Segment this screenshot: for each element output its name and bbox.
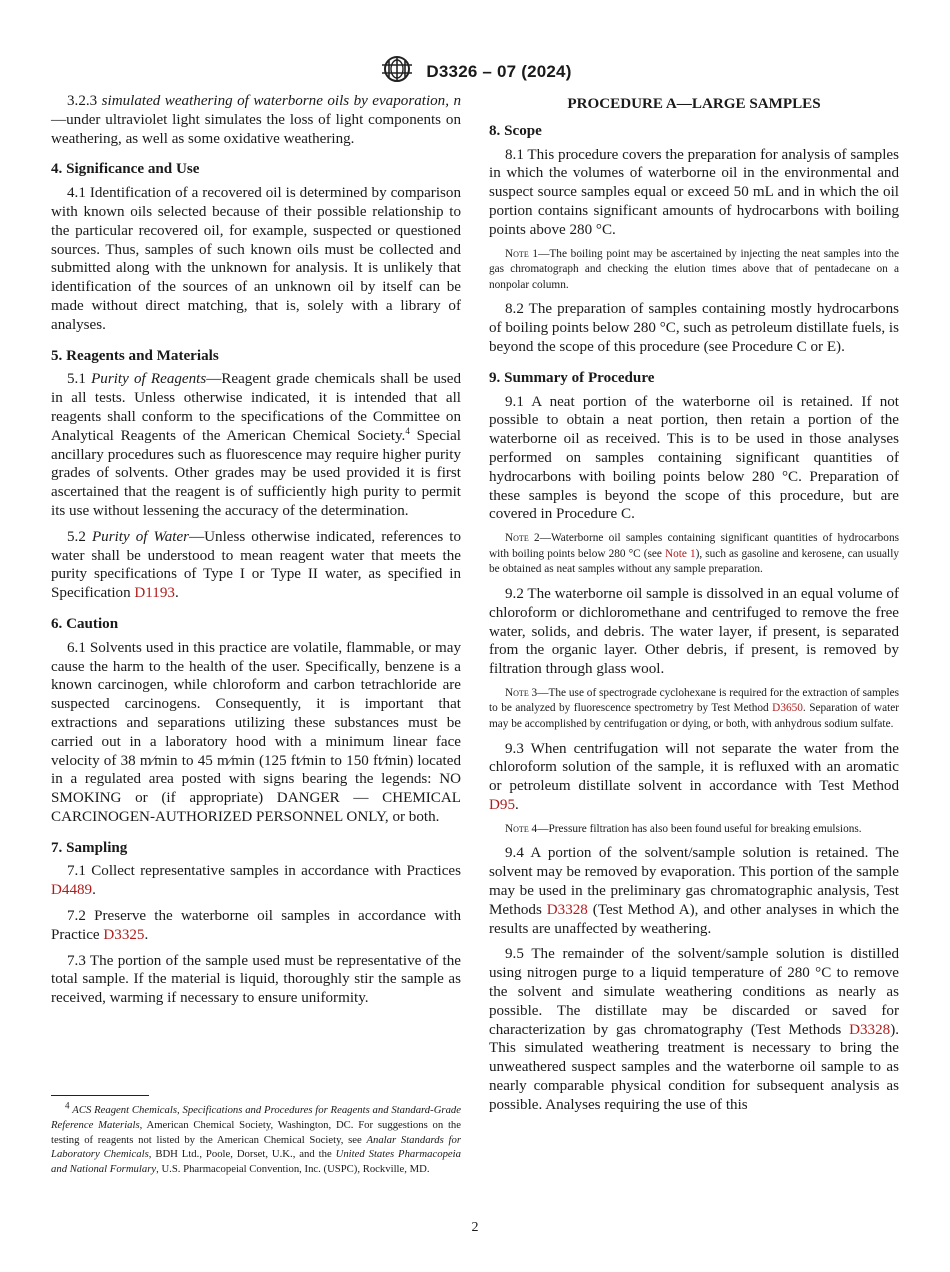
right-column bbox=[489, 92, 899, 1122]
section-heading-7: 7. Sampling bbox=[51, 839, 128, 856]
section-heading-6: 6. Caution bbox=[51, 615, 119, 632]
ref-link-d3328[interactable]: D3328 bbox=[546, 901, 588, 918]
paragraph-3-2-3: 3.2.3 simulated weathering of waterborne oils by evaporation, n—under ultraviolet light simulates the loss of light components on weathering, as well as some oxidative weathering. bbox=[51, 93, 461, 147]
paragraph-7-2: 7.2 Preserve the waterborne oil samples in accordance with Practice D3325. bbox=[51, 908, 461, 943]
section-heading-8: 8. Scope bbox=[489, 122, 542, 139]
paragraph-8-2: 8.2 The preparation of samples containing mostly hydrocarbons of boiling points below 280 °C, such as petroleum distillate fuels, is beyond the scope of this procedure (see Procedure C or E). bbox=[489, 301, 899, 355]
paragraph-9-1: 9.1 A neat portion of the waterborne oil is retained. If not possible to obtain a neat portion, then retain a portion of the waterborne oil as received. This is to be used in those analyses performed on samples containing significant quantities of hydrocarbons with boiling points below 280 °C. Preparation of these samples is beyond the scope of this procedure, but are covered in Procedure C. bbox=[489, 393, 899, 523]
paragraph-9-5: 9.5 The remainder of the solvent/sample solution is distilled using nitrogen purge to a liquid temperature of 280 °C to remove the solvent and simulate weathering conditions as nearly as possible. The distillate may be discarded or saved for characterization by gas chromatography (Test Methods D3328). This simulated weathering treatment is necessary to bring the unweathered suspect samples and the waterborne oil sample to as nearly comparable physical condition for subsequent analysis as possible. Analyses requiring the use of this bbox=[489, 946, 899, 1113]
section-heading-4: 4. Significance and Use bbox=[51, 161, 200, 178]
note-2: Note 2—Waterborne oil samples containing significant quantities of hydrocarbons with boiling points below 280 °C (see Note 1), such as gasoline and kerosene, can usually be obtained as neat samples without any sample preparation. bbox=[489, 532, 899, 576]
ref-link-d4489[interactable]: D4489 bbox=[51, 882, 93, 899]
document-designation: D3326 – 07 (2024) bbox=[426, 61, 572, 81]
footnote-marker[interactable]: 4 bbox=[405, 425, 410, 436]
ref-link-d3650[interactable]: D3650 bbox=[772, 702, 803, 715]
paragraph-6-1: 6.1 Solvents used in this practice are volatile, flammable, or may cause the harm to the health of the user. Specifically, benzene is a known carcinogen, while chloroform and carbon tetrachloride are suspected carcinogens. Consequently, it is important that extractions and separations utilizing these substances must be carried out in a laboratory hood with a minimum linear face velocity of 38 m⁄min to 45 m⁄min (125 ft⁄min to 150 ft⁄min) located in a regulated area posted with signs bearing the legends: NO SMOKING or (if appropriate) DANGER — CHEMICAL CARCINOGEN-AUTHORIZED PERSONNEL ONLY, or both. bbox=[51, 639, 461, 825]
paragraph-7-1: 7.1 Collect representative samples in accordance with Practices D4489. bbox=[51, 863, 461, 899]
paragraph-5-1: 5.1 Purity of Reagents—Reagent grade chemicals shall be used in all tests. Unless otherwise indicated, it is intended that all reagents shall conform to the specifications of the Committee on Analytical Reagents of the American Chemical Society.$^4$ Special ancillary procedures such as fluorescence may require higher purity grades of solvents. Other grades may be used provided it is first ascertained that the reagent is of sufficiently high purity to permit its use without lessening the accuracy of the determination. bbox=[51, 371, 461, 519]
ref-link-note-1[interactable]: Note 1 bbox=[664, 547, 696, 560]
section-heading-9: 9. Summary of Procedure bbox=[489, 369, 655, 386]
section-heading-5: 5. Reagents and Materials bbox=[51, 347, 219, 364]
note-3: Note 3—The use of spectrograde cyclohexane is required for the extraction of samples to be analyzed by fluorescence spectrometry by Test Method D3650. Separation of water may be accomplished by centrifugation or dying, or both, with anhydrous sodium sulfate. bbox=[489, 686, 900, 731]
ref-link-d3325[interactable]: D3325 bbox=[103, 926, 145, 943]
paragraph-9-3: 9.3 When centrifugation will not separate the water from the chloroform solution of the sample, it is refluxed with an aromatic or petroleum distillate solvent in accordance with Test Method D95. bbox=[489, 740, 899, 814]
footnote-divider bbox=[51, 1095, 149, 1096]
paragraph-9-4: 9.4 A portion of the solvent/sample solution is retained. The solvent may be removed by evaporation. This portion of the sample may be used in the preliminary gas chromatographic analysis, Test Methods D3328 (Test Method A), and other analyses in which the results are unaffected by weathering. bbox=[489, 845, 899, 937]
paragraph-8-1: 8.1 This procedure covers the preparation for analysis of samples in which the volumes of waterborne oil in the environmental and suspect source samples equal or exceed 50 mL and in which the oil portion contains significant amounts of hydrocarbons with boiling points above 280 °C. bbox=[489, 146, 899, 238]
astm-logo-icon bbox=[378, 56, 416, 87]
paragraph-9-2: 9.2 The waterborne oil sample is dissolved in an equal volume of chloroform or dichloromethane and centrifuged to remove the free water, solids, and debris. The water layer, if present, is separated from the organic layer. Other debris, if present, is removed by filtration through glass wool. bbox=[489, 585, 899, 678]
ref-link-d95[interactable]: D95 bbox=[489, 797, 515, 814]
paragraph-7-3: 7.3 The portion of the sample used must be representative of the total sample. If the material is liquid, thoroughly stir the sample as received, warming if necessary to ensure uniformity. bbox=[51, 952, 461, 1007]
procedure-title: PROCEDURE A—LARGE SAMPLES bbox=[567, 96, 821, 112]
note-4: Note 4—Pressure filtration has also been found useful for breaking emulsions. bbox=[505, 822, 862, 835]
ref-link-d3328-2[interactable]: D3328 bbox=[849, 1021, 891, 1038]
left-column bbox=[51, 92, 461, 1015]
ref-link-d1193[interactable]: D1193 bbox=[134, 585, 175, 602]
footnote-4: $^4$ ACS Reagent Chemicals, Specifications and Procedures for Reagents and Standard-Grade Reference Materials, American Chemical Society, Washington, DC. For suggestions on the testing of reagents not listed by the American Chemical Society, see Analar Standards for Laboratory Chemicals, BDH Ltd., Poole, Dorset, U.K., and the United States Pharmacopeia and National Formulary, U.S. Pharmacopeial Convention, Inc. (USPC), Rockville, MD. bbox=[51, 1100, 462, 1176]
note-1: Note 1—The boiling point may be ascertained by injecting the neat samples into the gas chromatograph and checking the elution times above that of pentadecane on a nonpolar column. bbox=[489, 247, 899, 291]
page-number: 2 bbox=[471, 1220, 479, 1235]
page-header bbox=[0, 56, 950, 87]
paragraph-5-2: 5.2 Purity of Water—Unless otherwise indicated, references to water shall be understood to mean reagent water that meets the purity specifications of Type I or Type II water, as specified in Specification D1193. bbox=[51, 528, 462, 602]
paragraph-4-1: 4.1 Identification of a recovered oil is determined by comparison with known oils selected because of their possible relationship to the particular recovered oil, for example, suspected or questioned sources. Thus, samples of such known oils must be collected and submitted along with the unknown for analysis. It is unlikely that identification of the sources of an unknown oil by itself can be made without direct matching, that is, solely with a library of analyses. bbox=[51, 185, 461, 333]
